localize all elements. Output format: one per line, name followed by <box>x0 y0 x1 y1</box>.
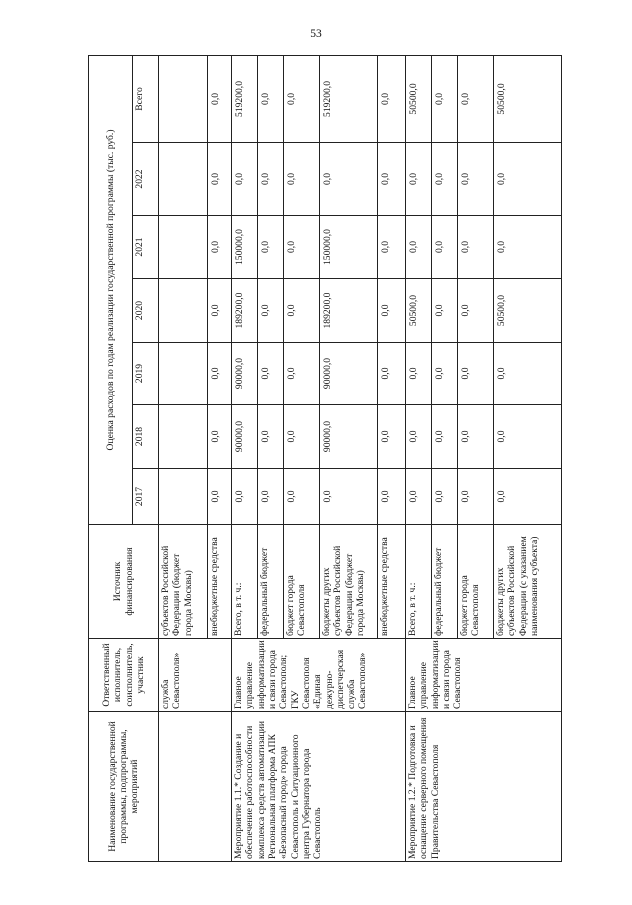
name-cell-empty <box>159 712 232 862</box>
value-cell: 0,0 <box>284 343 320 405</box>
value-cell: 90000,0 <box>320 343 378 405</box>
value-cell: 0,0 <box>458 143 494 216</box>
value-cell: 50500,0 <box>494 279 562 343</box>
total-cell <box>159 55 208 142</box>
total-cell: 0,0 <box>458 55 494 142</box>
value-cell: 0,0 <box>208 279 232 343</box>
col-header-name: Наименование государственной программы, подпрограммы, мероприятий <box>89 712 159 862</box>
source-cell: бюджет города Севастополя <box>458 525 494 639</box>
value-cell: 0,0 <box>232 143 258 216</box>
value-cell: 0,0 <box>432 279 458 343</box>
value-cell: 0,0 <box>432 469 458 525</box>
value-cell: 0,0 <box>232 469 258 525</box>
measure-name-cell: Мероприятие 1.2.* Подготовка и оснащение серверного помещения Правительства Севастополя <box>406 712 562 862</box>
value-cell: 0,0 <box>284 279 320 343</box>
source-cell: субъектов Российской Федерации (бюджет города Москвы) <box>159 525 208 639</box>
value-cell: 0,0 <box>378 405 406 469</box>
value-cell: 0,0 <box>258 216 284 279</box>
value-cell: 0,0 <box>458 343 494 405</box>
value-cell: 150000,0 <box>232 216 258 279</box>
value-cell <box>159 143 208 216</box>
year-header: 2019 <box>133 343 159 405</box>
executor-cell: служба Севастополя» <box>159 639 232 712</box>
value-cell: 189200,0 <box>320 279 378 343</box>
col-header-estimate: Оценка расходов по годам реализации государственной программы (тыс. руб.) <box>89 55 133 524</box>
value-cell: 90000,0 <box>232 405 258 469</box>
value-cell: 50500,0 <box>406 279 432 343</box>
value-cell: 0,0 <box>208 469 232 525</box>
executor-cell: Главное управление информатизации и связи города Севастополя <box>406 639 562 712</box>
total-cell: 519200,0 <box>320 55 378 142</box>
source-cell: бюджет города Севастополя <box>284 525 320 639</box>
value-cell: 90000,0 <box>320 405 378 469</box>
value-cell: 0,0 <box>378 216 406 279</box>
value-cell: 0,0 <box>406 216 432 279</box>
year-header: 2018 <box>133 405 159 469</box>
total-cell: 0,0 <box>284 55 320 142</box>
value-cell <box>159 279 208 343</box>
value-cell: 189200,0 <box>232 279 258 343</box>
value-cell: 0,0 <box>494 343 562 405</box>
measure-name-cell: Мероприятие 1.1.* Создание и обеспечение работоспособности комплекса средств автоматизации Региональная платформа АПК «Безопасный город» города Севастополь и Ситуационного центра Губернатора города Севастополь <box>232 712 406 862</box>
source-cell: федеральный бюджет <box>432 525 458 639</box>
value-cell: 0,0 <box>378 343 406 405</box>
value-cell: 0,0 <box>320 143 378 216</box>
total-cell: 519200,0 <box>232 55 258 142</box>
value-cell: 0,0 <box>378 469 406 525</box>
value-cell: 0,0 <box>458 469 494 525</box>
value-cell: 0,0 <box>494 405 562 469</box>
value-cell: 0,0 <box>406 343 432 405</box>
table-frame <box>88 56 632 859</box>
year-header: 2017 <box>133 469 159 525</box>
total-cell: 0,0 <box>432 55 458 142</box>
col-header-source: Источник финансирования <box>89 525 159 639</box>
source-cell: Всего, в т. ч.: <box>232 525 258 639</box>
source-cell: внебюджетные средства <box>208 525 232 639</box>
value-cell: 0,0 <box>258 469 284 525</box>
year-header: 2022 <box>133 143 159 216</box>
value-cell: 0,0 <box>494 469 562 525</box>
financing-table <box>88 55 562 862</box>
source-cell: бюджеты других субъектов Российской Федерации (бюджет города Москвы) <box>320 525 378 639</box>
value-cell: 0,0 <box>458 216 494 279</box>
source-cell: Всего, в т. ч.: <box>406 525 432 639</box>
year-header: 2021 <box>133 216 159 279</box>
total-cell: 0,0 <box>258 55 284 142</box>
source-cell: внебюджетные средства <box>378 525 406 639</box>
value-cell: 150000,0 <box>320 216 378 279</box>
value-cell: 0,0 <box>258 343 284 405</box>
value-cell: 0,0 <box>494 143 562 216</box>
value-cell <box>159 405 208 469</box>
value-cell: 0,0 <box>284 469 320 525</box>
value-cell: 0,0 <box>406 143 432 216</box>
page-number: 53 <box>310 28 322 40</box>
source-cell: бюджеты других субъектов Российской Федерации (с указанием наименования субъекта) <box>494 525 562 639</box>
executor-cell: Главное управление информатизации и связи города Севастополя; ГКУ Севастополя «Единая дежурно-диспетчерская служба Севастополя» <box>232 639 406 712</box>
value-cell <box>159 343 208 405</box>
value-cell: 0,0 <box>458 279 494 343</box>
value-cell: 0,0 <box>208 343 232 405</box>
value-cell: 0,0 <box>208 216 232 279</box>
value-cell: 90000,0 <box>232 343 258 405</box>
table-row <box>406 55 432 861</box>
source-cell: федеральный бюджет <box>258 525 284 639</box>
value-cell: 0,0 <box>432 216 458 279</box>
col-header-executor: Ответственный исполнитель, соисполнитель, участник <box>89 639 159 712</box>
value-cell: 0,0 <box>258 279 284 343</box>
total-cell: 0,0 <box>208 55 232 142</box>
header-row <box>89 55 133 861</box>
value-cell: 0,0 <box>432 405 458 469</box>
value-cell: 0,0 <box>458 405 494 469</box>
value-cell: 0,0 <box>378 279 406 343</box>
value-cell: 0,0 <box>406 405 432 469</box>
value-cell: 0,0 <box>208 405 232 469</box>
table-row <box>159 55 208 861</box>
total-cell: 50500,0 <box>406 55 432 142</box>
table-row <box>232 55 258 861</box>
value-cell: 0,0 <box>406 469 432 525</box>
value-cell: 0,0 <box>258 405 284 469</box>
value-cell: 0,0 <box>432 143 458 216</box>
value-cell: 0,0 <box>284 216 320 279</box>
value-cell: 0,0 <box>208 143 232 216</box>
value-cell: 0,0 <box>432 343 458 405</box>
year-header: 2020 <box>133 279 159 343</box>
value-cell: 0,0 <box>378 143 406 216</box>
value-cell: 0,0 <box>320 469 378 525</box>
value-cell <box>159 469 208 525</box>
total-header: Всего <box>133 55 159 142</box>
total-cell: 50500,0 <box>494 55 562 142</box>
value-cell: 0,0 <box>494 216 562 279</box>
total-cell: 0,0 <box>378 55 406 142</box>
value-cell <box>159 216 208 279</box>
value-cell: 0,0 <box>258 143 284 216</box>
value-cell: 0,0 <box>284 143 320 216</box>
value-cell: 0,0 <box>284 405 320 469</box>
